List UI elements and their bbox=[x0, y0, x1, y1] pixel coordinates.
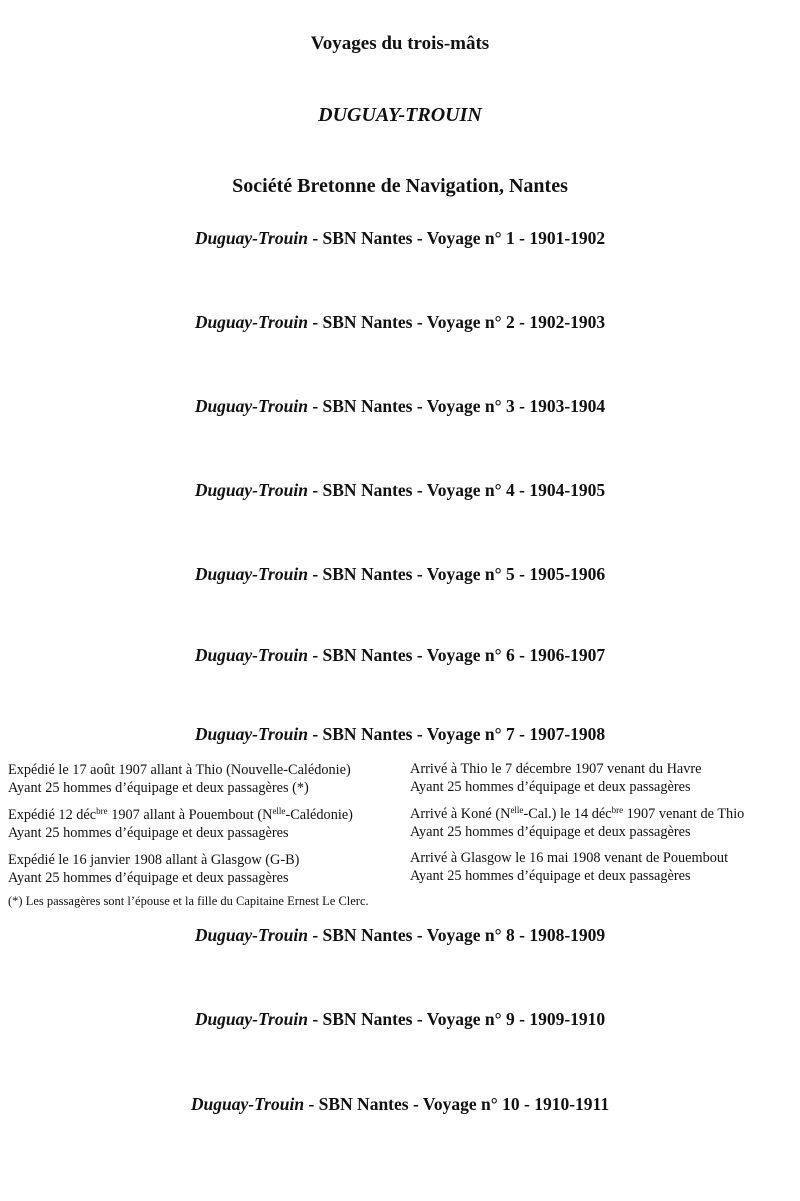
voyage-label: - SBN Nantes - Voyage n° 6 - 1906-1907 bbox=[307, 645, 606, 665]
voyage-label: - SBN Nantes - Voyage n° 7 - 1907-1908 bbox=[307, 724, 606, 744]
voyage-label: - SBN Nantes - Voyage n° 3 - 1903-1904 bbox=[307, 396, 606, 416]
voyage-ship-name: Duguay-Trouin bbox=[194, 645, 308, 665]
departure-line: Expédié le 16 janvier 1908 allant à Glasgow (G-B) bbox=[8, 852, 300, 868]
voyage-label: - SBN Nantes - Voyage n° 5 - 1905-1906 bbox=[307, 564, 606, 584]
crew-line: Ayant 25 hommes d’équipage et deux passagères bbox=[410, 824, 691, 840]
arrival-line: Arrivé à Glasgow le 16 mai 1908 venant de Pouembout bbox=[410, 850, 729, 866]
voyage-heading-1 bbox=[0, 228, 800, 249]
superscript: elle bbox=[510, 805, 524, 815]
voyage-heading-7 bbox=[0, 724, 800, 745]
arrival-line: Arrivé à Thio le 7 décembre 1907 venant du Havre bbox=[410, 761, 702, 777]
arrival-line bbox=[410, 805, 744, 823]
voyage-ship-name: Duguay-Trouin bbox=[194, 480, 308, 500]
departure-entry-3 bbox=[8, 851, 299, 887]
voyage-label: - SBN Nantes - Voyage n° 1 - 1901-1902 bbox=[307, 228, 606, 248]
voyage-ship-name: Duguay-Trouin bbox=[194, 1009, 308, 1029]
voyage-label: - SBN Nantes - Voyage n° 4 - 1904-1905 bbox=[307, 480, 606, 500]
text-part: 1907 venant de Thio bbox=[623, 806, 745, 822]
document-title: Voyages du trois-mâts bbox=[310, 33, 490, 54]
voyage-heading-5 bbox=[0, 564, 800, 585]
voyage-label: - SBN Nantes - Voyage n° 8 - 1908-1909 bbox=[307, 925, 606, 945]
crew-line: Ayant 25 hommes d’équipage et deux passagères bbox=[410, 868, 691, 884]
voyage-heading-6 bbox=[0, 645, 800, 666]
departure-line: Expédié le 17 août 1907 allant à Thio (Nouvelle-Calédonie) bbox=[8, 762, 351, 778]
departure-line bbox=[8, 806, 353, 824]
ship-name-heading: DUGUAY-TROUIN bbox=[318, 104, 482, 126]
text-part: 1907 allant à Pouembout (N bbox=[107, 807, 273, 823]
text-part: -Cal.) le 14 déc bbox=[523, 806, 612, 822]
arrival-entry-1 bbox=[410, 760, 702, 796]
superscript: bre bbox=[611, 805, 624, 815]
voyage-ship-name: Duguay-Trouin bbox=[194, 312, 308, 332]
voyage-label: - SBN Nantes - Voyage n° 10 - 1910-1911 bbox=[304, 1094, 610, 1114]
voyage-ship-name: Duguay-Trouin bbox=[194, 396, 308, 416]
voyage-ship-name: Duguay-Trouin bbox=[190, 1094, 305, 1114]
voyage-ship-name: Duguay-Trouin bbox=[194, 724, 308, 744]
arrival-entry-2 bbox=[410, 805, 744, 841]
company-heading: Société Bretonne de Navigation, Nantes bbox=[232, 175, 568, 197]
footnote: (*) Les passagères sont l’épouse et la fille du Capitaine Ernest Le Clerc. bbox=[8, 894, 369, 908]
crew-line: Ayant 25 hommes d’équipage et deux passagères (*) bbox=[8, 780, 309, 796]
text-part: Expédié 12 déc bbox=[8, 807, 97, 823]
voyage-ship-name: Duguay-Trouin bbox=[194, 925, 308, 945]
voyage-ship-name: Duguay-Trouin bbox=[194, 564, 308, 584]
voyage-ship-name: Duguay-Trouin bbox=[194, 228, 308, 248]
departure-entry-2 bbox=[8, 806, 353, 842]
arrival-entry-3 bbox=[410, 849, 728, 885]
voyage-heading-3 bbox=[0, 396, 800, 417]
text-part: -Calédonie) bbox=[285, 807, 353, 823]
crew-line: Ayant 25 hommes d’équipage et deux passagères bbox=[8, 870, 289, 886]
superscript: bre bbox=[96, 806, 108, 816]
crew-line: Ayant 25 hommes d’équipage et deux passagères bbox=[410, 779, 691, 795]
voyage-heading-2 bbox=[0, 312, 800, 333]
superscript: elle bbox=[272, 806, 286, 816]
departure-entry-1 bbox=[8, 761, 351, 797]
voyage-heading-8 bbox=[0, 925, 800, 946]
voyage-heading-9 bbox=[0, 1009, 800, 1030]
voyage-label: - SBN Nantes - Voyage n° 9 - 1909-1910 bbox=[307, 1009, 606, 1029]
voyage-heading-10 bbox=[0, 1094, 800, 1115]
crew-line: Ayant 25 hommes d’équipage et deux passagères bbox=[8, 825, 289, 841]
voyage-label: - SBN Nantes - Voyage n° 2 - 1902-1903 bbox=[307, 312, 606, 332]
text-part: Arrivé à Koné (N bbox=[410, 806, 511, 822]
voyage-heading-4 bbox=[0, 480, 800, 501]
